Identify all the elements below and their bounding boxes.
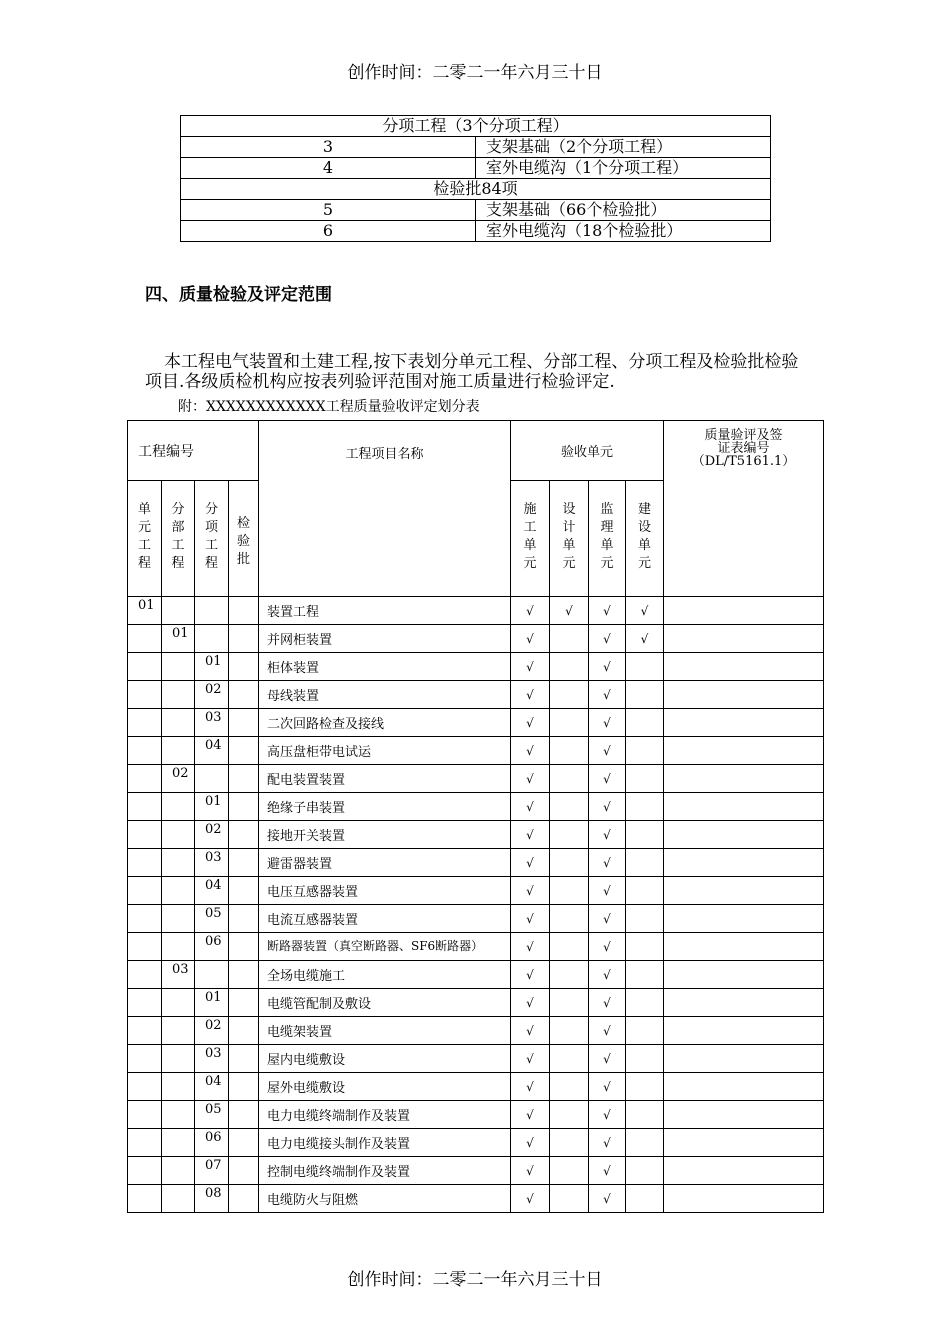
division-code	[162, 1101, 195, 1129]
unit-code	[128, 821, 162, 849]
division-row	[128, 849, 824, 877]
division-row	[128, 1157, 824, 1185]
unit-code	[128, 1073, 162, 1101]
division-row	[128, 625, 824, 653]
project-name: 电力电缆终端制作及装置	[259, 1101, 511, 1129]
item-code: 06	[195, 933, 229, 961]
check-supervision: √	[589, 989, 626, 1017]
page-footer: 创作时间：二零二一年六月三十日	[347, 1270, 603, 1290]
check-construction: √	[511, 821, 550, 849]
unit-code	[128, 905, 162, 933]
item-code: 01	[195, 653, 229, 681]
check-construction: √	[511, 737, 550, 765]
unit-code	[128, 1045, 162, 1073]
item-code: 05	[195, 905, 229, 933]
check-construction: √	[511, 709, 550, 737]
check-design	[550, 1185, 589, 1213]
inspection-lot-cell	[229, 709, 259, 737]
inspection-lot-cell	[229, 1185, 259, 1213]
inspection-lot-cell	[229, 821, 259, 849]
header-design: 设计单元	[550, 481, 589, 597]
division-code	[162, 821, 195, 849]
unit-code	[128, 1101, 162, 1129]
check-construction: √	[511, 933, 550, 961]
check-owner	[626, 1073, 664, 1101]
project-name: 控制电缆终端制作及装置	[259, 1157, 511, 1185]
check-construction: √	[511, 905, 550, 933]
check-design	[550, 877, 589, 905]
unit-code	[128, 793, 162, 821]
inspection-lot-cell	[229, 1101, 259, 1129]
check-supervision: √	[589, 737, 626, 765]
summary-row-number: 6	[181, 221, 476, 242]
unit-code	[128, 737, 162, 765]
summary-row	[181, 158, 771, 179]
check-supervision: √	[589, 765, 626, 793]
check-supervision: √	[589, 597, 626, 625]
check-design	[550, 1129, 589, 1157]
check-design	[550, 1073, 589, 1101]
division-code	[162, 989, 195, 1017]
unit-code: 01	[128, 597, 162, 625]
item-code: 04	[195, 737, 229, 765]
check-owner	[626, 933, 664, 961]
header-sub-division: 分部工程	[162, 481, 195, 597]
check-design	[550, 849, 589, 877]
division-row	[128, 989, 824, 1017]
summary-section-label: 检验批84项	[181, 179, 771, 200]
project-name: 装置工程	[259, 597, 511, 625]
check-supervision: √	[589, 877, 626, 905]
check-supervision: √	[589, 1101, 626, 1129]
project-name: 电流互感器装置	[259, 905, 511, 933]
inspection-lot-cell	[229, 625, 259, 653]
division-row	[128, 793, 824, 821]
item-code: 04	[195, 877, 229, 905]
check-supervision: √	[589, 681, 626, 709]
check-supervision: √	[589, 1045, 626, 1073]
quality-form-cell	[664, 989, 824, 1017]
check-supervision: √	[589, 1017, 626, 1045]
check-owner	[626, 653, 664, 681]
check-owner	[626, 961, 664, 989]
division-code	[162, 709, 195, 737]
header-project-name: 工程项目名称	[259, 421, 511, 597]
header-acceptance-unit: 验收单元	[511, 421, 664, 481]
unit-code	[128, 933, 162, 961]
item-code: 01	[195, 989, 229, 1017]
inspection-lot-cell	[229, 793, 259, 821]
division-code	[162, 1129, 195, 1157]
summary-table	[180, 115, 771, 242]
check-owner	[626, 1129, 664, 1157]
quality-form-cell	[664, 1101, 824, 1129]
check-supervision: √	[589, 849, 626, 877]
inspection-lot-cell	[229, 1045, 259, 1073]
check-design	[550, 821, 589, 849]
division-code	[162, 1045, 195, 1073]
project-name: 全场电缆施工	[259, 961, 511, 989]
division-row	[128, 905, 824, 933]
check-construction: √	[511, 1157, 550, 1185]
division-row	[128, 597, 824, 625]
check-design	[550, 625, 589, 653]
check-construction: √	[511, 1129, 550, 1157]
check-owner	[626, 1017, 664, 1045]
quality-form-cell	[664, 793, 824, 821]
quality-form-label: 质量验评及签证表编号	[704, 428, 783, 456]
check-construction: √	[511, 793, 550, 821]
check-design	[550, 765, 589, 793]
check-construction: √	[511, 849, 550, 877]
check-supervision: √	[589, 821, 626, 849]
check-design	[550, 933, 589, 961]
division-row	[128, 821, 824, 849]
project-name: 屋内电缆敷设	[259, 1045, 511, 1073]
unit-code	[128, 1157, 162, 1185]
check-owner	[626, 1045, 664, 1073]
item-code: 04	[195, 1073, 229, 1101]
check-owner	[626, 821, 664, 849]
item-code: 08	[195, 1185, 229, 1213]
summary-row-description: 支架基础（2个分项工程）	[476, 137, 771, 158]
unit-code	[128, 1129, 162, 1157]
division-row	[128, 1017, 824, 1045]
item-code: 01	[195, 793, 229, 821]
summary-row-description: 室外电缆沟（1个分项工程）	[476, 158, 771, 179]
check-owner	[626, 709, 664, 737]
quality-form-cell	[664, 849, 824, 877]
quality-form-cell	[664, 709, 824, 737]
project-name: 电缆管配制及敷设	[259, 989, 511, 1017]
check-design	[550, 709, 589, 737]
check-construction: √	[511, 1185, 550, 1213]
check-design	[550, 653, 589, 681]
check-supervision: √	[589, 793, 626, 821]
check-design	[550, 793, 589, 821]
check-owner	[626, 765, 664, 793]
unit-code	[128, 961, 162, 989]
check-construction: √	[511, 653, 550, 681]
inspection-lot-cell	[229, 989, 259, 1017]
check-design	[550, 1045, 589, 1073]
header-inspection-lot: 检验批	[229, 481, 259, 597]
check-construction: √	[511, 877, 550, 905]
division-row	[128, 1129, 824, 1157]
check-design	[550, 961, 589, 989]
check-construction: √	[511, 961, 550, 989]
project-name: 电缆防火与阻燃	[259, 1185, 511, 1213]
header-construction: 施工单元	[511, 481, 550, 597]
header-sub-item: 分项工程	[195, 481, 229, 597]
unit-code	[128, 989, 162, 1017]
intro-paragraph: 本工程电气装置和土建工程,按下表划分单元工程、分部工程、分项工程及检验批检验项目.各级质检机构应按表列验评范围对施工质量进行检验评定.	[145, 352, 799, 392]
check-owner: √	[626, 625, 664, 653]
quality-form-cell	[664, 905, 824, 933]
check-supervision: √	[589, 653, 626, 681]
summary-section-row	[181, 116, 771, 137]
header-unit-project: 单元工程	[128, 481, 162, 597]
item-code	[195, 625, 229, 653]
division-code: 02	[162, 765, 195, 793]
quality-form-cell	[664, 597, 824, 625]
inspection-lot-cell	[229, 905, 259, 933]
check-owner	[626, 1101, 664, 1129]
page-header: 创作时间：二零二一年六月三十日	[347, 63, 603, 83]
check-construction: √	[511, 625, 550, 653]
quality-form-cell	[664, 877, 824, 905]
check-supervision: √	[589, 1185, 626, 1213]
division-row	[128, 1045, 824, 1073]
division-row	[128, 681, 824, 709]
inspection-lot-cell	[229, 681, 259, 709]
unit-code	[128, 625, 162, 653]
division-row	[128, 765, 824, 793]
inspection-lot-cell	[229, 961, 259, 989]
check-owner	[626, 877, 664, 905]
item-code: 07	[195, 1157, 229, 1185]
summary-row	[181, 221, 771, 242]
check-design	[550, 989, 589, 1017]
item-code: 02	[195, 821, 229, 849]
unit-code	[128, 765, 162, 793]
summary-row	[181, 137, 771, 158]
check-construction: √	[511, 1045, 550, 1073]
quality-form-cell	[664, 1185, 824, 1213]
project-name: 高压盘柜带电试运	[259, 737, 511, 765]
division-code	[162, 793, 195, 821]
division-row	[128, 737, 824, 765]
unit-code	[128, 877, 162, 905]
check-design	[550, 905, 589, 933]
division-code: 01	[162, 625, 195, 653]
check-supervision: √	[589, 625, 626, 653]
division-code	[162, 737, 195, 765]
header-owner: 建设单元	[626, 481, 664, 597]
summary-row-description: 室外电缆沟（18个检验批）	[476, 221, 771, 242]
project-name: 避雷器装置	[259, 849, 511, 877]
project-name: 电缆架装置	[259, 1017, 511, 1045]
item-code: 06	[195, 1129, 229, 1157]
check-design	[550, 681, 589, 709]
header-project-code: 工程编号	[128, 421, 259, 481]
item-code: 02	[195, 1017, 229, 1045]
division-row	[128, 933, 824, 961]
inspection-lot-cell	[229, 1073, 259, 1101]
check-design	[550, 1157, 589, 1185]
header-quality-form	[664, 421, 824, 597]
check-owner	[626, 1157, 664, 1185]
check-supervision: √	[589, 961, 626, 989]
inspection-lot-cell	[229, 765, 259, 793]
project-name: 母线装置	[259, 681, 511, 709]
summary-row	[181, 200, 771, 221]
division-row	[128, 1101, 824, 1129]
item-code: 02	[195, 681, 229, 709]
division-row	[128, 1185, 824, 1213]
unit-code	[128, 1017, 162, 1045]
check-supervision: √	[589, 1129, 626, 1157]
division-code	[162, 877, 195, 905]
item-code	[195, 597, 229, 625]
check-owner	[626, 737, 664, 765]
division-code	[162, 905, 195, 933]
check-design	[550, 1101, 589, 1129]
project-name: 电力电缆接头制作及装置	[259, 1129, 511, 1157]
summary-section-label: 分项工程（3个分项工程）	[181, 116, 771, 137]
division-row	[128, 961, 824, 989]
item-code: 03	[195, 709, 229, 737]
check-supervision: √	[589, 1073, 626, 1101]
unit-code	[128, 849, 162, 877]
item-code: 05	[195, 1101, 229, 1129]
division-code	[162, 681, 195, 709]
summary-row-number: 4	[181, 158, 476, 179]
check-construction: √	[511, 989, 550, 1017]
quality-form-cell	[664, 821, 824, 849]
quality-form-cell	[664, 1129, 824, 1157]
project-name: 配电装置装置	[259, 765, 511, 793]
check-owner	[626, 793, 664, 821]
check-design	[550, 737, 589, 765]
project-name: 屋外电缆敷设	[259, 1073, 511, 1101]
quality-form-cell	[664, 1017, 824, 1045]
project-name: 柜体装置	[259, 653, 511, 681]
item-code: 03	[195, 849, 229, 877]
check-owner	[626, 681, 664, 709]
division-code	[162, 1017, 195, 1045]
check-owner	[626, 905, 664, 933]
check-construction: √	[511, 681, 550, 709]
check-supervision: √	[589, 709, 626, 737]
quality-form-cell	[664, 653, 824, 681]
attachment-caption: 附：XXXXXXXXXXXX工程质量验收评定划分表	[178, 399, 480, 415]
division-row	[128, 653, 824, 681]
check-owner	[626, 989, 664, 1017]
division-code: 03	[162, 961, 195, 989]
quality-form-cell	[664, 1073, 824, 1101]
check-construction: √	[511, 1073, 550, 1101]
check-construction: √	[511, 1017, 550, 1045]
quality-form-cell	[664, 1045, 824, 1073]
division-row	[128, 877, 824, 905]
inspection-lot-cell	[229, 933, 259, 961]
inspection-lot-cell	[229, 877, 259, 905]
unit-code	[128, 709, 162, 737]
project-name: 断路器装置（真空断路器、SF6断路器）	[259, 933, 511, 961]
inspection-lot-cell	[229, 737, 259, 765]
project-name: 绝缘子串装置	[259, 793, 511, 821]
quality-form-cell	[664, 737, 824, 765]
inspection-lot-cell	[229, 849, 259, 877]
division-code	[162, 597, 195, 625]
division-row	[128, 709, 824, 737]
unit-code	[128, 653, 162, 681]
summary-row-description: 支架基础（66个检验批）	[476, 200, 771, 221]
quality-form-cell	[664, 933, 824, 961]
division-row	[128, 1073, 824, 1101]
quality-form-cell	[664, 625, 824, 653]
division-table	[127, 420, 824, 1213]
summary-row-number: 3	[181, 137, 476, 158]
check-supervision: √	[589, 933, 626, 961]
inspection-lot-cell	[229, 1017, 259, 1045]
check-owner: √	[626, 597, 664, 625]
check-design: √	[550, 597, 589, 625]
division-code	[162, 653, 195, 681]
summary-section-row	[181, 179, 771, 200]
check-construction: √	[511, 765, 550, 793]
division-code	[162, 1073, 195, 1101]
item-code	[195, 765, 229, 793]
item-code: 03	[195, 1045, 229, 1073]
inspection-lot-cell	[229, 653, 259, 681]
quality-form-cell	[664, 961, 824, 989]
inspection-lot-cell	[229, 597, 259, 625]
division-code	[162, 933, 195, 961]
check-construction: √	[511, 1101, 550, 1129]
unit-code	[128, 1185, 162, 1213]
project-name: 电压互感器装置	[259, 877, 511, 905]
summary-row-number: 5	[181, 200, 476, 221]
check-supervision: √	[589, 905, 626, 933]
quality-form-cell	[664, 765, 824, 793]
check-construction: √	[511, 597, 550, 625]
item-code	[195, 961, 229, 989]
quality-form-standard: （DL/T5161.1）	[691, 454, 796, 469]
check-design	[550, 1017, 589, 1045]
check-owner	[626, 849, 664, 877]
inspection-lot-cell	[229, 1157, 259, 1185]
division-code	[162, 1157, 195, 1185]
project-name: 接地开关装置	[259, 821, 511, 849]
section-heading: 四、质量检验及评定范围	[145, 285, 332, 305]
unit-code	[128, 681, 162, 709]
quality-form-cell	[664, 1157, 824, 1185]
division-code	[162, 849, 195, 877]
inspection-lot-cell	[229, 1129, 259, 1157]
check-owner	[626, 1185, 664, 1213]
project-name: 二次回路检查及接线	[259, 709, 511, 737]
check-supervision: √	[589, 1157, 626, 1185]
division-code	[162, 1185, 195, 1213]
project-name: 并网柜装置	[259, 625, 511, 653]
quality-form-cell	[664, 681, 824, 709]
header-supervision: 监理单元	[589, 481, 626, 597]
